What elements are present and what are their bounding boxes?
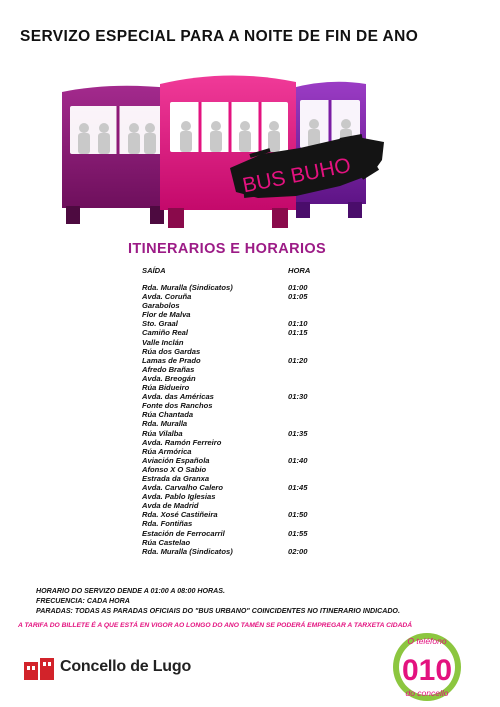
stop-name: Rda. Muralla [142,419,188,429]
itinerary-row [142,519,362,528]
stop-name: Rda. Xosé Castiñeira [142,510,218,520]
section-title: ITINERARIOS E HORARIOS [128,241,327,257]
itinerary-row [142,492,362,501]
itinerary-row [142,301,362,310]
departure-time: 01:50 [288,510,308,520]
stop-name: Rúa Vilalba [142,428,183,438]
stop-name: Garabolos [142,301,180,311]
departure-time: 01:00 [288,283,308,292]
stop-name: Avda de Madrid [142,501,199,511]
stop-name: Camiño Real [142,328,188,338]
itinerary-row [142,319,362,328]
itinerary-row [142,456,362,465]
stop-name: Sto. Graal [142,319,178,329]
itinerary-row [142,338,362,347]
stop-name: Rúa dos Gardas [142,346,201,356]
stop-name: Rda. Muralla (Sindicatos) [142,283,233,292]
itinerary-row [142,310,362,319]
departure-time: 01:10 [288,319,308,329]
building-icon [24,656,54,680]
departure-time: 01:20 [288,355,308,365]
departure-time: 01:40 [288,455,308,465]
departure-time: 02:00 [288,546,308,556]
itinerary-row [142,419,362,428]
itinerary-row [142,383,362,392]
itinerary-row [142,347,362,356]
banner-text: BUS BUHO [240,153,353,198]
service-notes [36,586,486,617]
fare-notice: A TARIFA DO BILLETE É A QUE ESTÁ EN VIGOR AO LONGO DO ANO TAMÉN SE PODERÁ EMPREGAR A TARXETA CIDADÁ [18,622,413,629]
stop-name: Valle Inclán [142,337,184,347]
stop-name: Lamas de Prado [142,355,201,365]
itinerary-row [142,465,362,474]
itinerary-row [142,292,362,301]
itinerary-row [142,392,362,401]
badge-top-text: O teléfono [407,636,447,646]
itinerary-row [142,547,362,556]
itinerary-row [142,365,362,374]
itinerary-row [142,538,362,547]
itinerary-row [142,529,362,538]
stop-name: Avda. Carvalho Calero [142,483,224,493]
concello-logo [24,652,204,684]
departure-time: 01:05 [288,292,308,302]
telephone-010-badge [382,630,472,704]
column-header-departure: SAÍDA [142,266,166,275]
logo-text: Concello de Lugo [60,658,192,675]
stop-name: Avda. Pablo Iglesias [142,492,216,502]
itinerary-row [142,328,362,337]
note-frequency: FRECUENCIA: CADA HORA [36,597,130,606]
page-title: SERVIZO ESPECIAL PARA A NOITE DE FIN DE ANO [20,28,419,45]
departure-time: 01:15 [288,328,308,338]
column-header-time: HORA [288,266,311,275]
departure-time: 01:55 [288,528,308,538]
stop-name: Avda. Ramón Ferreiro [142,437,222,447]
departure-time: 01:45 [288,483,308,493]
bus-left [62,86,170,224]
stop-name: Avda. Breogán [142,373,196,383]
itinerary-row [142,447,362,456]
stop-name: Avda. das Américas [142,392,214,402]
bus-illustration [0,70,500,230]
itinerary-row [142,510,362,519]
stop-name: Fonte dos Ranchos [142,401,213,411]
stop-name: Rúa Armórica [142,446,192,456]
stop-name: Rúa Bidueiro [142,383,190,393]
stop-name: Flor de Malva [142,310,191,320]
stop-name: Estación de Ferrocarril [142,528,225,538]
stop-name: Afredo Brañas [142,364,195,374]
itinerary-row [142,429,362,438]
itinerary-row [142,401,362,410]
stop-name: Avda. Coruña [142,292,192,302]
itinerary-row [142,283,362,292]
itinerary-row [142,374,362,383]
itinerary-row [142,501,362,510]
stop-name: Afonso X O Sabio [142,464,207,474]
badge-bottom-text: do concello [405,688,449,698]
stop-name: Rúa Chantada [142,410,194,420]
stop-name: Rúa Castelao [142,537,191,547]
note-schedule: HORARIO DO SERVIZO DENDE A 01:00 A 08:00 HORAS. [36,587,225,595]
badge-number: 010 [401,654,453,687]
departure-time: 01:30 [288,392,308,402]
departure-time: 01:35 [288,428,308,438]
itinerary-row [142,483,362,492]
note-stops: PARADAS: TODAS AS PARADAS OFICIAIS DO "BUS URBANO" COINCIDENTES NO ITINERARIO INDICADO. [36,607,400,616]
stop-name: Aviación Española [142,455,210,465]
itinerary-list [142,283,362,556]
itinerary-row [142,410,362,419]
stop-name: Estrada da Granxa [142,473,210,483]
stop-name: Rda. Muralla (Sindicatos) [142,546,233,556]
itinerary-row [142,474,362,483]
stop-name: Rda. Fontiñas [142,519,193,529]
itinerary-row [142,356,362,365]
itinerary-row [142,438,362,447]
